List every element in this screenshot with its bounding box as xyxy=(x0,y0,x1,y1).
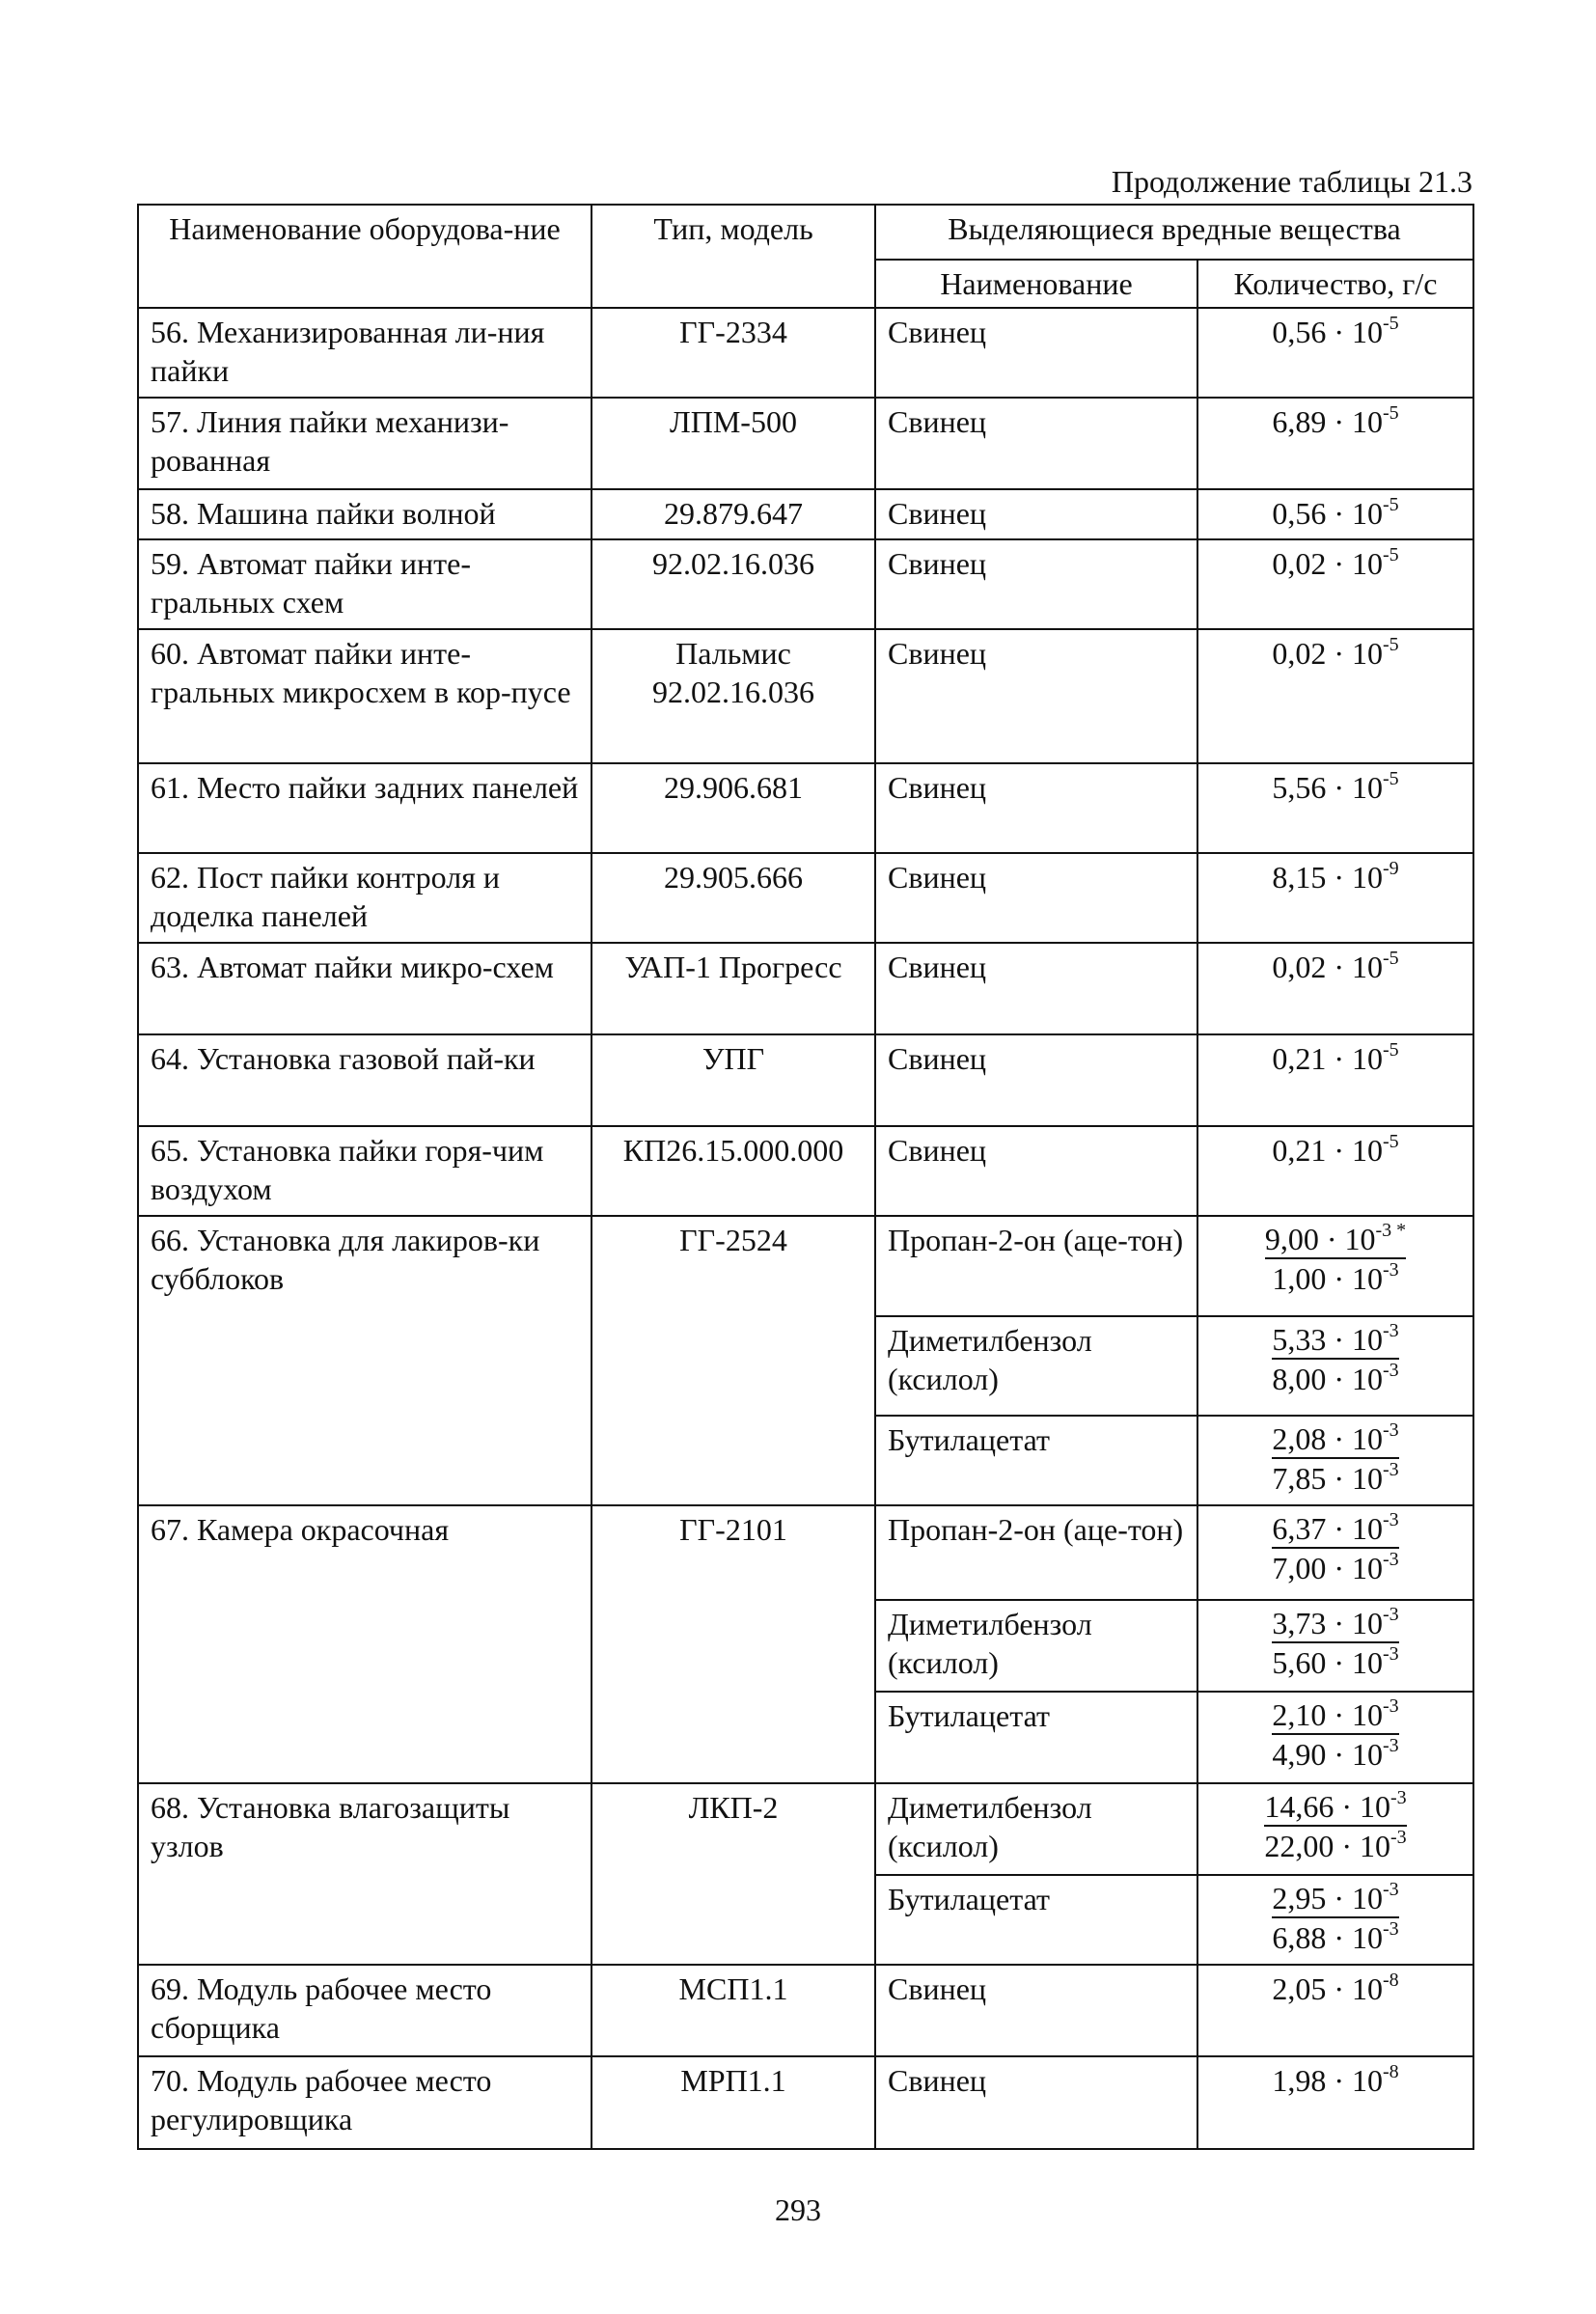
model-cell: ЛПМ-500 xyxy=(592,398,875,489)
exponent: -3 xyxy=(1382,1735,1399,1756)
exponent: -5 xyxy=(1382,544,1399,565)
table-row xyxy=(138,943,1473,1034)
equipment-cell: 70. Модуль рабочее место регулировщика xyxy=(138,2056,592,2149)
mantissa: 2,10 · 10 xyxy=(1272,1697,1383,1732)
equipment-cell: 58. Машина пайки волной xyxy=(138,489,592,539)
equipment-cell: 64. Установка газовой пай-ки xyxy=(138,1034,592,1126)
amount-line xyxy=(1272,768,1398,807)
amount-cell xyxy=(1197,1316,1473,1416)
page-number: 293 xyxy=(775,2192,821,2227)
amount-line xyxy=(1272,1039,1398,1078)
table-row xyxy=(138,1783,1473,1875)
mantissa: 7,00 · 10 xyxy=(1272,1551,1383,1585)
exponent: -3 xyxy=(1382,1509,1399,1530)
mantissa: 2,08 · 10 xyxy=(1272,1421,1383,1456)
header-model: Тип, модель xyxy=(592,205,875,308)
table-caption: Продолжение таблицы 21.3 xyxy=(1111,164,1472,199)
amount-line xyxy=(1272,858,1398,896)
exponent: -5 xyxy=(1382,313,1399,334)
exponent: -3 xyxy=(1382,1918,1399,1940)
amount-line xyxy=(1272,1360,1398,1398)
exponent: -3 xyxy=(1390,1827,1407,1848)
model-cell: КП26.15.000.000 xyxy=(592,1126,875,1216)
amount-cell xyxy=(1197,308,1473,398)
exponent: -5 xyxy=(1382,1039,1399,1061)
amount-line xyxy=(1272,634,1398,673)
substance-name-cell: Свинец xyxy=(875,398,1197,489)
exponent: -8 xyxy=(1382,2061,1399,2082)
amount-line xyxy=(1265,1259,1406,1298)
model-cell: ГГ-2334 xyxy=(592,308,875,398)
substance-name-cell: Бутилацетат xyxy=(875,1416,1197,1505)
mantissa: 2,95 · 10 xyxy=(1272,1881,1383,1915)
amount-cell xyxy=(1197,943,1473,1034)
amount-cell xyxy=(1197,489,1473,539)
mantissa: 22,00 · 10 xyxy=(1264,1829,1390,1863)
amount-line xyxy=(1272,1735,1398,1774)
substance-name-cell: Бутилацетат xyxy=(875,1875,1197,1965)
amount-value xyxy=(1272,1605,1398,1682)
substance-name-cell: Диметилбензол (ксилол) xyxy=(875,1783,1197,1875)
amount-value xyxy=(1272,1510,1398,1587)
model-cell: УПГ xyxy=(592,1034,875,1126)
equipment-cell: 56. Механизированная ли-ния пайки xyxy=(138,308,592,398)
exponent: -3 xyxy=(1382,1549,1399,1570)
substance-name-cell: Бутилацетат xyxy=(875,1692,1197,1783)
amount-numerator xyxy=(1265,1221,1406,1259)
exponent: -5 xyxy=(1382,1131,1399,1152)
amount-cell xyxy=(1197,2056,1473,2149)
equipment-cell: 66. Установка для лакиров-ки субблоков xyxy=(138,1216,592,1505)
mantissa: 14,66 · 10 xyxy=(1264,1789,1390,1824)
mantissa: 6,89 · 10 xyxy=(1272,404,1383,439)
mantissa: 6,88 · 10 xyxy=(1272,1920,1383,1955)
mantissa: 0,21 · 10 xyxy=(1272,1133,1383,1168)
amount-value xyxy=(1272,544,1398,583)
header-substances: Выделяющиеся вредные вещества xyxy=(875,205,1473,260)
amount-value xyxy=(1272,1880,1398,1957)
amount-cell xyxy=(1197,1505,1473,1600)
table-row xyxy=(138,308,1473,398)
amount-line xyxy=(1272,313,1398,351)
substance-name-cell: Свинец xyxy=(875,629,1197,763)
amount-cell xyxy=(1197,1783,1473,1875)
substance-name-cell: Свинец xyxy=(875,853,1197,943)
amount-cell xyxy=(1197,763,1473,853)
substance-name-cell: Свинец xyxy=(875,1126,1197,1216)
equipment-cell: 69. Модуль рабочее место сборщика xyxy=(138,1965,592,2056)
mantissa: 0,02 · 10 xyxy=(1272,636,1383,671)
exponent: -5 xyxy=(1382,768,1399,789)
mantissa: 7,85 · 10 xyxy=(1272,1461,1383,1496)
amount-line xyxy=(1272,1918,1398,1957)
model-cell: 29.905.666 xyxy=(592,853,875,943)
exponent: -3 xyxy=(1382,1695,1399,1717)
model-cell: 29.879.647 xyxy=(592,489,875,539)
amount-numerator xyxy=(1272,1880,1398,1918)
amount-value xyxy=(1272,858,1398,896)
model-cell: ГГ-2101 xyxy=(592,1505,875,1783)
substance-name-cell: Свинец xyxy=(875,308,1197,398)
amount-value xyxy=(1272,1321,1398,1398)
exponent: -3 xyxy=(1382,1419,1399,1441)
exponent: -3 * xyxy=(1375,1220,1407,1241)
mantissa: 6,37 · 10 xyxy=(1272,1511,1383,1546)
equipment-cell: 57. Линия пайки механизи-рованная xyxy=(138,398,592,489)
amount-line xyxy=(1272,948,1398,986)
amount-line xyxy=(1272,1459,1398,1498)
substance-name-cell: Свинец xyxy=(875,943,1197,1034)
amount-value xyxy=(1272,494,1398,533)
mantissa: 1,00 · 10 xyxy=(1272,1261,1383,1296)
amount-cell xyxy=(1197,853,1473,943)
equipment-cell: 68. Установка влагозащиты узлов xyxy=(138,1783,592,1965)
amount-cell xyxy=(1197,1216,1473,1316)
table-row xyxy=(138,2056,1473,2149)
model-cell: ГГ-2524 xyxy=(592,1216,875,1505)
amount-numerator xyxy=(1272,1510,1398,1549)
header-amount: Количество, г/с xyxy=(1197,260,1473,308)
amount-cell xyxy=(1197,1034,1473,1126)
table-row xyxy=(138,1126,1473,1216)
exponent: -5 xyxy=(1382,494,1399,515)
model-cell: Пальмис 92.02.16.036 xyxy=(592,629,875,763)
exponent: -8 xyxy=(1382,1970,1399,1991)
table-row xyxy=(138,763,1473,853)
substance-name-cell: Пропан-2-он (аце-тон) xyxy=(875,1505,1197,1600)
amount-value xyxy=(1272,402,1398,441)
model-cell: 92.02.16.036 xyxy=(592,539,875,629)
amount-cell xyxy=(1197,398,1473,489)
amount-value xyxy=(1272,1970,1398,2008)
amount-cell xyxy=(1197,1875,1473,1965)
amount-value xyxy=(1272,1420,1398,1498)
exponent: -9 xyxy=(1382,858,1399,879)
amount-line xyxy=(1272,2061,1398,2100)
substance-name-cell: Диметилбензол (ксилол) xyxy=(875,1600,1197,1692)
amount-cell xyxy=(1197,1416,1473,1505)
table-row xyxy=(138,1965,1473,2056)
amount-line xyxy=(1264,1827,1406,1865)
mantissa: 3,73 · 10 xyxy=(1272,1606,1383,1640)
amount-numerator xyxy=(1272,1321,1398,1360)
substance-name-cell: Свинец xyxy=(875,489,1197,539)
amount-value xyxy=(1272,313,1398,351)
table-row xyxy=(138,1216,1473,1316)
amount-value xyxy=(1272,1039,1398,1078)
model-cell: 29.906.681 xyxy=(592,763,875,853)
exponent: -3 xyxy=(1382,1320,1399,1341)
amount-value xyxy=(1272,948,1398,986)
substance-name-cell: Свинец xyxy=(875,763,1197,853)
amount-numerator xyxy=(1264,1788,1406,1827)
mantissa: 8,15 · 10 xyxy=(1272,860,1383,895)
amount-cell xyxy=(1197,629,1473,763)
model-cell: МСП1.1 xyxy=(592,1965,875,2056)
exponent: -5 xyxy=(1382,948,1399,969)
header-substance-name: Наименование xyxy=(875,260,1197,308)
substance-name-cell: Свинец xyxy=(875,1034,1197,1126)
amount-line xyxy=(1272,544,1398,583)
exponent: -5 xyxy=(1382,402,1399,424)
table-row xyxy=(138,489,1473,539)
exponent: -3 xyxy=(1390,1787,1407,1808)
amount-cell xyxy=(1197,539,1473,629)
substance-name-cell: Свинец xyxy=(875,539,1197,629)
exponent: -3 xyxy=(1382,1643,1399,1665)
table-row xyxy=(138,539,1473,629)
exponent: -5 xyxy=(1382,634,1399,655)
amount-value xyxy=(1272,2061,1398,2100)
mantissa: 0,02 · 10 xyxy=(1272,546,1383,581)
amount-numerator xyxy=(1272,1696,1398,1735)
mantissa: 5,60 · 10 xyxy=(1272,1645,1383,1680)
amount-cell xyxy=(1197,1600,1473,1692)
substance-name-cell: Свинец xyxy=(875,1965,1197,2056)
amount-line xyxy=(1272,1643,1398,1682)
exponent: -3 xyxy=(1382,1259,1399,1281)
exponent: -3 xyxy=(1382,1459,1399,1480)
table-row xyxy=(138,1034,1473,1126)
mantissa: 2,05 · 10 xyxy=(1272,1971,1383,2006)
amount-value xyxy=(1272,1131,1398,1170)
amount-value xyxy=(1265,1221,1406,1298)
amount-value xyxy=(1272,634,1398,673)
table-row xyxy=(138,1505,1473,1600)
mantissa: 5,33 · 10 xyxy=(1272,1322,1383,1357)
equipment-cell: 61. Место пайки задних панелей xyxy=(138,763,592,853)
exponent: -3 xyxy=(1382,1604,1399,1625)
amount-value xyxy=(1272,1696,1398,1774)
mantissa: 1,98 · 10 xyxy=(1272,2063,1383,2098)
mantissa: 0,21 · 10 xyxy=(1272,1041,1383,1076)
mantissa: 0,56 · 10 xyxy=(1272,496,1383,531)
emissions-table xyxy=(137,204,1474,2150)
mantissa: 9,00 · 10 xyxy=(1264,1222,1376,1256)
amount-line xyxy=(1272,1970,1398,2008)
model-cell: МРП1.1 xyxy=(592,2056,875,2149)
mantissa: 4,90 · 10 xyxy=(1272,1737,1383,1772)
amount-cell xyxy=(1197,1965,1473,2056)
amount-line xyxy=(1272,494,1398,533)
equipment-cell: 65. Установка пайки горя-чим воздухом xyxy=(138,1126,592,1216)
exponent: -3 xyxy=(1382,1360,1399,1381)
substance-name-cell: Диметилбензол (ксилол) xyxy=(875,1316,1197,1416)
table-row xyxy=(138,853,1473,943)
equipment-cell: 63. Автомат пайки микро-схем xyxy=(138,943,592,1034)
mantissa: 0,56 · 10 xyxy=(1272,315,1383,349)
amount-line xyxy=(1272,1131,1398,1170)
mantissa: 5,56 · 10 xyxy=(1272,770,1383,805)
mantissa: 8,00 · 10 xyxy=(1272,1362,1383,1396)
amount-cell xyxy=(1197,1126,1473,1216)
model-cell: ЛКП-2 xyxy=(592,1783,875,1965)
equipment-cell: 62. Пост пайки контроля и доделка панелей xyxy=(138,853,592,943)
equipment-cell: 67. Камера окрасочная xyxy=(138,1505,592,1783)
equipment-cell: 60. Автомат пайки инте-гральных микросхем в кор-пусе xyxy=(138,629,592,763)
model-cell: УАП-1 Прогресс xyxy=(592,943,875,1034)
exponent: -3 xyxy=(1382,1879,1399,1900)
mantissa: 0,02 · 10 xyxy=(1272,950,1383,984)
equipment-cell: 59. Автомат пайки инте-гральных схем xyxy=(138,539,592,629)
amount-cell xyxy=(1197,1692,1473,1783)
substance-name-cell: Пропан-2-он (аце-тон) xyxy=(875,1216,1197,1316)
amount-value xyxy=(1272,768,1398,807)
header-equipment: Наименование оборудова-ние xyxy=(138,205,592,308)
substance-name-cell: Свинец xyxy=(875,2056,1197,2149)
amount-numerator xyxy=(1272,1605,1398,1643)
amount-value xyxy=(1264,1788,1406,1865)
amount-line xyxy=(1272,402,1398,441)
table-row xyxy=(138,398,1473,489)
amount-numerator xyxy=(1272,1420,1398,1459)
amount-line xyxy=(1272,1549,1398,1587)
table-row xyxy=(138,629,1473,763)
